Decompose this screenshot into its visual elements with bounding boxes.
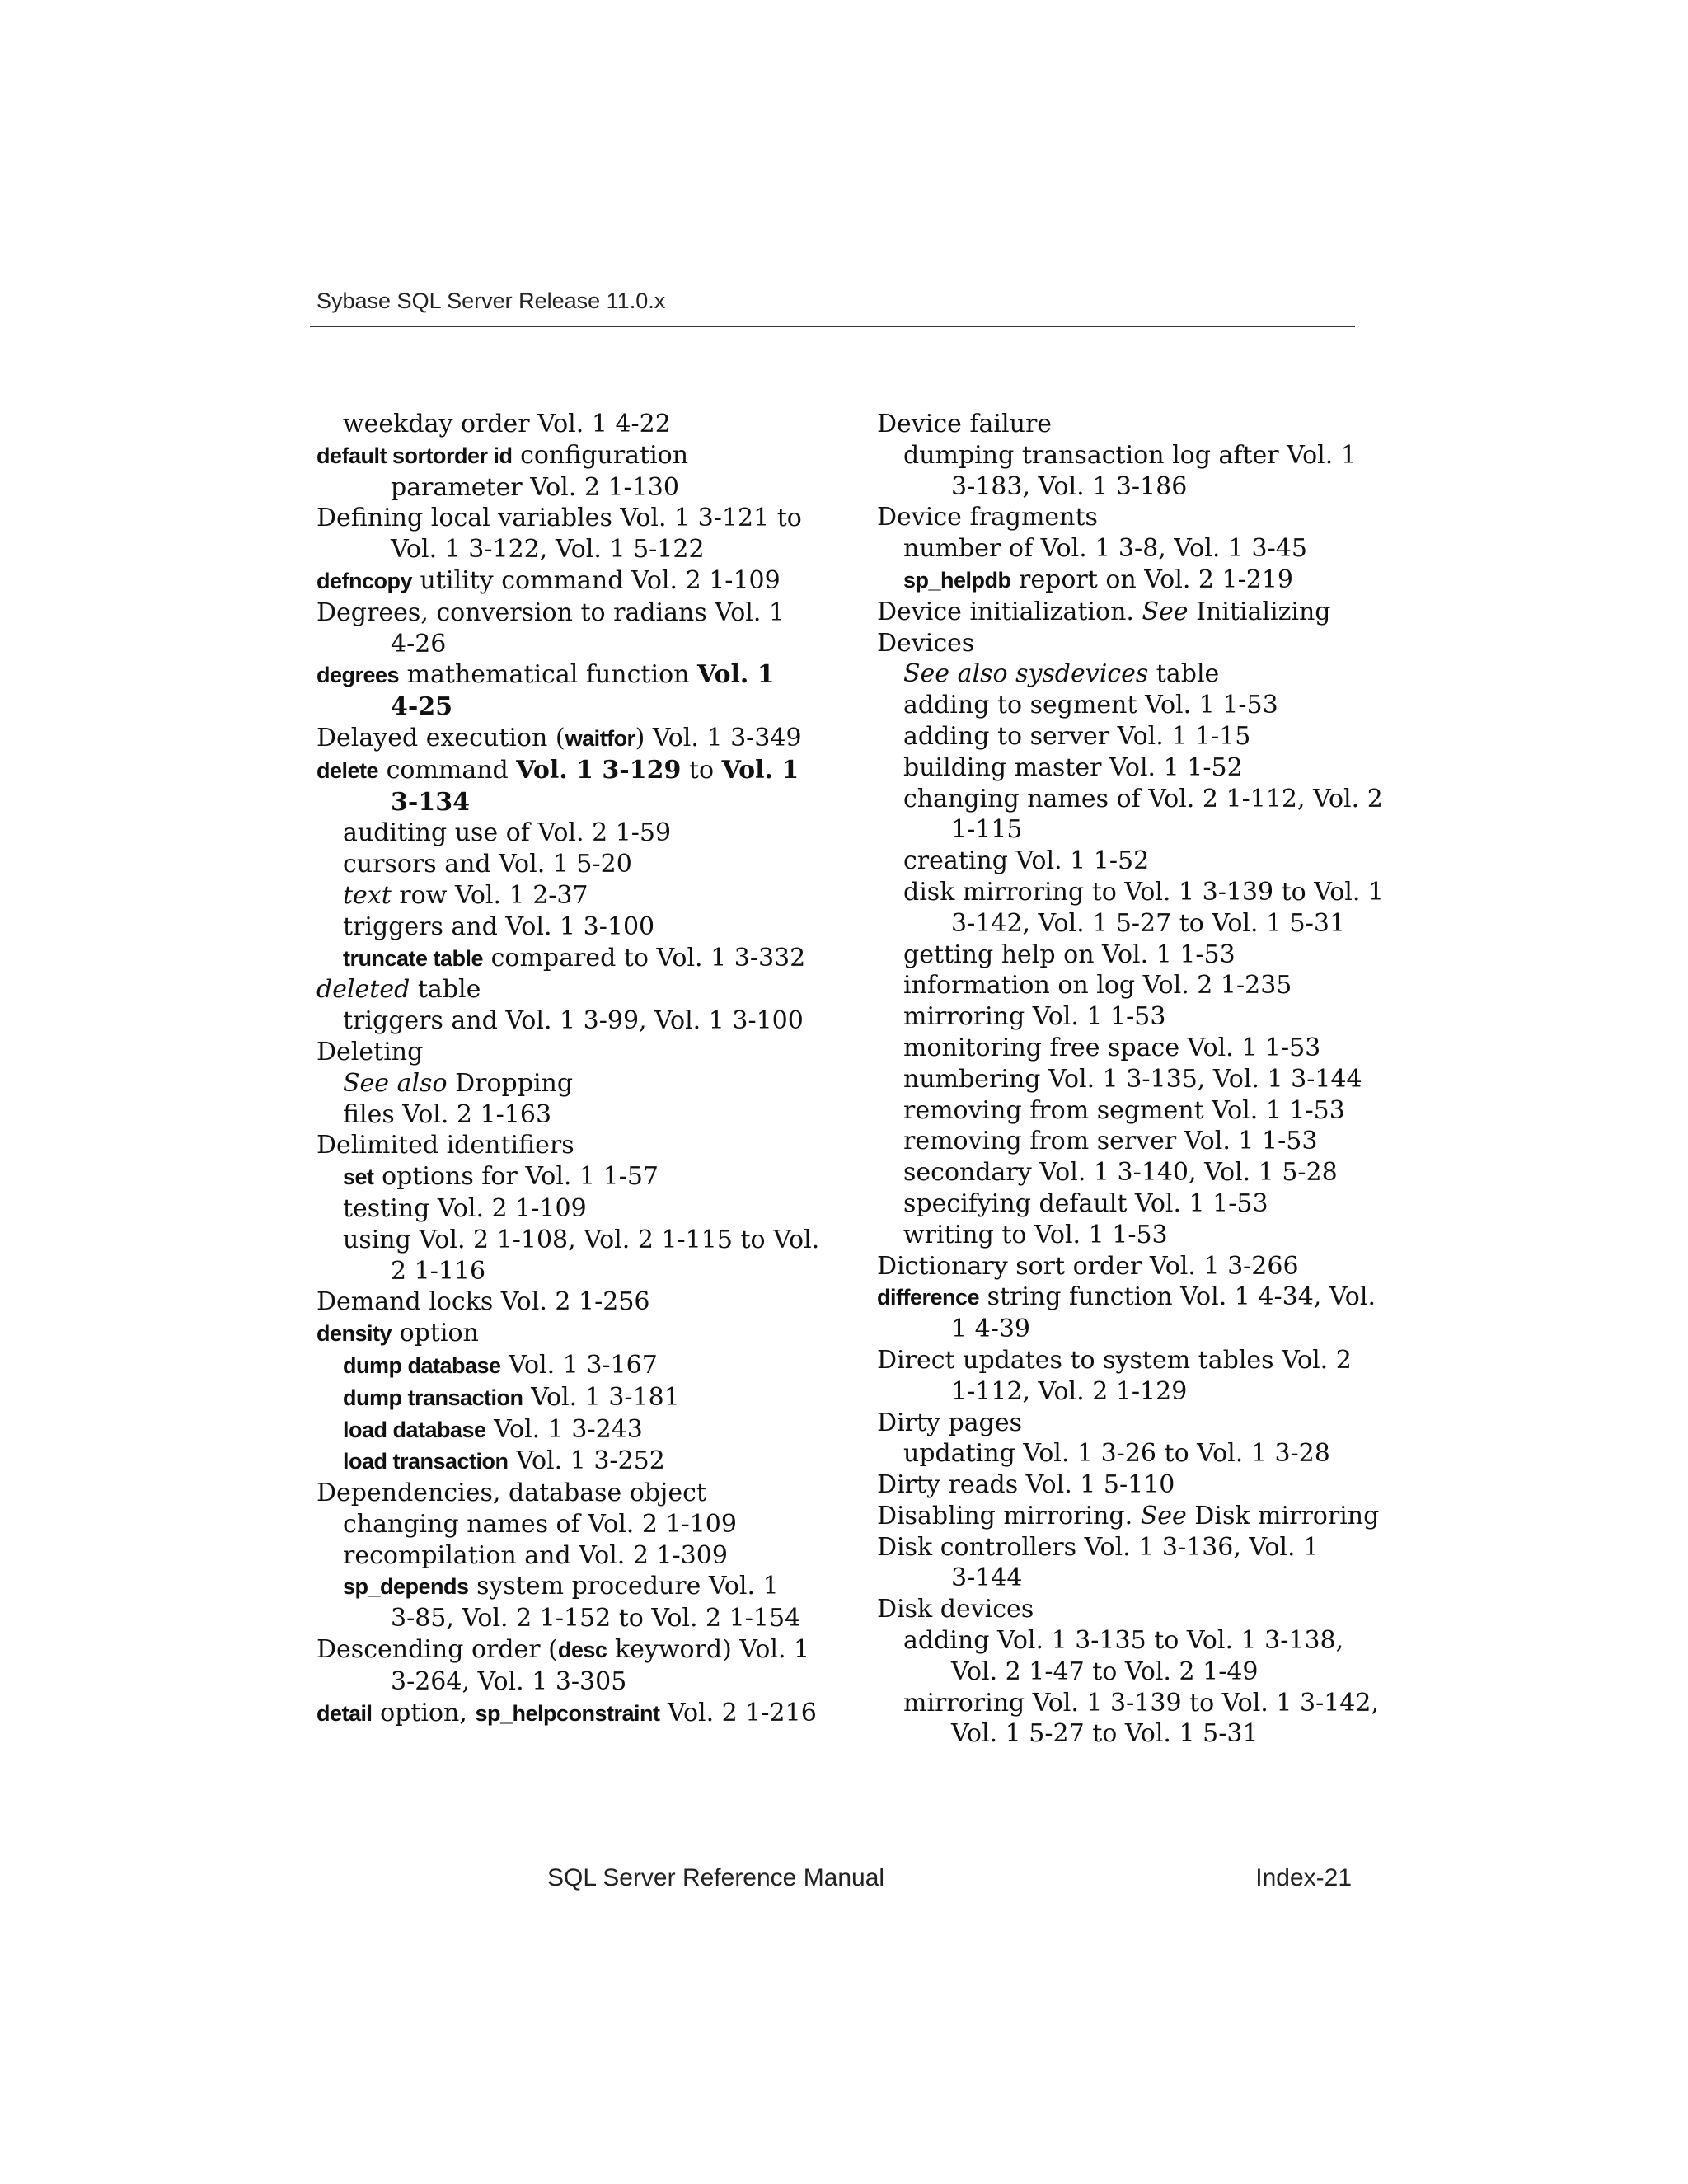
index-entry: [877, 565, 1384, 597]
index-column-left: [316, 409, 819, 1729]
index-entry: [877, 1718, 1384, 1750]
index-text: Device initialization.: [877, 597, 1142, 626]
index-entry: [316, 912, 819, 943]
index-entry: [316, 598, 819, 629]
index-text: ) Vol. 1 3-349: [635, 723, 802, 752]
index-entry: [316, 1571, 819, 1603]
index-entry: [877, 1188, 1384, 1220]
index-entry: [877, 784, 1384, 815]
index-entry: [877, 1501, 1384, 1532]
index-entry: [877, 1001, 1384, 1033]
index-entry: [877, 1657, 1384, 1688]
index-entry: [316, 503, 819, 534]
index-text: Vol. 1 5-27 to Vol. 1 5-31: [951, 1719, 1259, 1749]
index-entry: [877, 1408, 1384, 1439]
header-rule: [310, 326, 1355, 327]
index-text: changing names of Vol. 2 1-109: [343, 1509, 737, 1539]
footer-page-number: Index-21: [1255, 1864, 1352, 1891]
index-entry: [316, 1509, 819, 1540]
index-entry: [877, 1064, 1384, 1095]
index-code-term: default sortorder id: [316, 443, 513, 468]
index-text: weekday order Vol. 1 4-22: [343, 410, 671, 438]
index-entry: [877, 877, 1384, 908]
index-entry: [316, 1318, 819, 1350]
index-text: See also: [343, 1068, 448, 1098]
index-text: 4-25: [391, 692, 453, 722]
index-entry: [316, 787, 819, 818]
index-text: Vol. 1 3-167: [500, 1350, 658, 1380]
index-text: Vol. 2 1-216: [659, 1698, 817, 1727]
index-text: creating Vol. 1 1-52: [903, 846, 1150, 876]
index-column-right: [877, 409, 1384, 1750]
index-text: Demand locks Vol. 2 1-256: [316, 1287, 650, 1317]
index-text: adding to segment Vol. 1 1-53: [903, 691, 1278, 720]
index-entry: [316, 565, 819, 598]
index-text: utility command Vol. 2 1-109: [412, 565, 781, 595]
index-entry: [316, 1037, 819, 1068]
index-text: recompilation and Vol. 2 1-309: [343, 1540, 728, 1570]
index-text: adding to server Vol. 1 1-15: [903, 721, 1251, 751]
index-text: 2 1-116: [391, 1256, 486, 1286]
index-text: Deleting: [316, 1037, 424, 1066]
index-text: mirroring Vol. 1 1-53: [903, 1002, 1166, 1032]
index-text: Dictionary sort order Vol. 1 3-266: [877, 1251, 1299, 1281]
index-text: table: [1148, 659, 1220, 689]
index-entry: [316, 534, 819, 565]
index-text: auditing use of Vol. 2 1-59: [343, 818, 672, 848]
index-entry: [877, 1126, 1384, 1157]
index-text: report on Vol. 2 1-219: [1010, 565, 1294, 594]
index-entry: [316, 1286, 819, 1318]
index-text: triggers and Vol. 1 3-99, Vol. 1 3-100: [343, 1006, 804, 1036]
index-entry: [877, 970, 1384, 1001]
index-text: information on log Vol. 2 1-235: [903, 971, 1292, 1001]
index-code-term: degrees: [316, 663, 400, 688]
index-text: to: [681, 755, 722, 785]
index-text: Dropping: [447, 1068, 574, 1098]
index-entry: [877, 1532, 1384, 1563]
index-entry: [316, 440, 819, 472]
index-text: Disabling mirroring.: [877, 1501, 1141, 1530]
index-entry: [316, 1446, 819, 1478]
index-entry: [316, 1478, 819, 1509]
index-text: Delimited identifiers: [316, 1131, 574, 1160]
index-entry: [316, 818, 819, 849]
index-text: Vol. 1 3-122, Vol. 1 5-122: [391, 535, 705, 565]
index-entry: [877, 502, 1384, 533]
index-entry: [316, 629, 819, 660]
index-text: Initializing: [1188, 597, 1331, 626]
index-text: secondary Vol. 1 3-140, Vol. 1 5-28: [903, 1158, 1338, 1188]
index-entry: [316, 1193, 819, 1225]
index-entry: [316, 755, 819, 787]
index-text: Dependencies, database object: [316, 1479, 706, 1508]
index-text: Device failure: [877, 410, 1053, 438]
index-entry: [316, 849, 819, 880]
index-entry: [316, 1603, 819, 1634]
index-entry: [877, 471, 1384, 503]
index-entry: [877, 1469, 1384, 1501]
index-text: triggers and Vol. 1 3-100: [343, 912, 655, 941]
index-entry: [316, 974, 819, 1005]
index-text: 3-183, Vol. 1 3-186: [951, 471, 1188, 501]
index-code-term: difference: [877, 1285, 980, 1310]
index-entry: [316, 943, 819, 975]
index-code-term: dump transaction: [343, 1385, 523, 1410]
index-text: string function Vol. 1 4-34, Vol.: [979, 1282, 1376, 1312]
index-text: files Vol. 2 1-163: [343, 1099, 552, 1129]
index-text: deleted: [316, 975, 410, 1005]
index-text: See: [1142, 597, 1189, 626]
index-text: 1-112, Vol. 2 1-129: [951, 1376, 1188, 1406]
index-entry: [316, 1005, 819, 1037]
index-entry: [877, 1095, 1384, 1127]
index-text: Vol. 1 3-243: [485, 1414, 643, 1444]
index-text: Vol. 1 3-252: [508, 1446, 665, 1476]
index-entry: [316, 1068, 819, 1099]
index-text: configuration: [512, 440, 689, 470]
footer-manual-title: SQL Server Reference Manual: [547, 1864, 885, 1891]
index-entry: [316, 1161, 819, 1193]
index-entry: [316, 1698, 819, 1730]
index-text: option: [392, 1319, 479, 1348]
index-entry: [316, 472, 819, 504]
index-code-term: dump database: [343, 1352, 501, 1378]
index-text: See also sysdevices: [903, 659, 1149, 689]
index-entry: [316, 1634, 819, 1666]
index-text: 3-144: [951, 1563, 1023, 1593]
index-entry: [877, 440, 1384, 471]
index-entry: [877, 690, 1384, 721]
index-text: Vol. 1: [721, 755, 799, 785]
index-entry: [877, 1438, 1384, 1469]
index-entry: [316, 409, 819, 440]
index-text: Device fragments: [877, 503, 1098, 532]
index-entry: [316, 1540, 819, 1572]
index-text: command: [378, 755, 517, 785]
index-entry: [877, 908, 1384, 940]
index-code-term: set: [343, 1165, 374, 1190]
index-text: updating Vol. 1 3-26 to Vol. 1 3-28: [903, 1439, 1330, 1469]
index-text: numbering Vol. 1 3-135, Vol. 1 3-144: [903, 1064, 1362, 1094]
index-text: number of Vol. 1 3-8, Vol. 1 3-45: [903, 534, 1307, 564]
index-entry: [877, 597, 1384, 628]
index-text: building master Vol. 1 1-52: [903, 752, 1243, 782]
index-code-term: detail: [316, 1700, 373, 1726]
index-entry: [877, 658, 1384, 690]
index-entry: [877, 409, 1384, 440]
index-text: changing names of Vol. 2 1-112, Vol. 2: [903, 784, 1383, 813]
index-text: parameter Vol. 2 1-130: [391, 472, 679, 502]
index-text: Disk mirroring: [1186, 1501, 1380, 1530]
index-entry: [877, 1563, 1384, 1594]
index-text: 3-264, Vol. 1 3-305: [391, 1666, 627, 1696]
index-text: monitoring free space Vol. 1 1-53: [903, 1033, 1321, 1062]
index-entry: [877, 1033, 1384, 1064]
index-text: compared to Vol. 1 3-332: [483, 943, 806, 972]
index-code-term: delete: [316, 757, 379, 783]
index-text: Dirty reads Vol. 1 5-110: [877, 1470, 1175, 1500]
index-text: cursors and Vol. 1 5-20: [343, 850, 632, 879]
index-entry: [877, 533, 1384, 565]
index-entry: [877, 1625, 1384, 1657]
index-text: 4-26: [391, 629, 447, 658]
index-text: removing from server Vol. 1 1-53: [903, 1127, 1318, 1156]
index-entry: [316, 1225, 819, 1256]
index-text: 1-115: [951, 815, 1023, 845]
index-entry: [877, 1251, 1384, 1282]
index-text: mathematical function: [399, 660, 697, 690]
index-entry: [877, 721, 1384, 752]
index-text: writing to Vol. 1 1-53: [903, 1220, 1168, 1249]
index-code-term: sp_helpconstraint: [475, 1700, 660, 1726]
index-entry: [316, 691, 819, 723]
index-text: using Vol. 2 1-108, Vol. 2 1-115 to Vol.: [343, 1225, 820, 1254]
index-text: keyword) Vol. 1: [607, 1635, 810, 1665]
index-text: dumping transaction log after Vol. 1: [903, 440, 1357, 470]
index-text: Disk devices: [877, 1595, 1034, 1624]
index-text: Vol. 2 1-47 to Vol. 2 1-49: [951, 1657, 1259, 1686]
index-text: options for Vol. 1 1-57: [373, 1162, 659, 1192]
index-entry: [316, 1350, 819, 1382]
index-code-term: sp_helpdb: [903, 567, 1011, 593]
index-text: Vol. 1 3-129: [516, 755, 682, 785]
index-text: Dirty pages: [877, 1408, 1022, 1437]
index-code-term: load database: [343, 1417, 486, 1442]
index-entry: [316, 1130, 819, 1161]
index-text: table: [410, 975, 481, 1005]
index-text: adding Vol. 1 3-135 to Vol. 1 3-138,: [903, 1626, 1344, 1656]
index-entry: [877, 940, 1384, 971]
index-code-term: load transaction: [343, 1449, 509, 1474]
index-text: Defining local variables Vol. 1 3-121 to: [316, 504, 802, 533]
index-entry: [877, 1376, 1384, 1408]
index-entry: [877, 1594, 1384, 1625]
index-text: testing Vol. 2 1-109: [343, 1193, 587, 1223]
index-entry: [877, 752, 1384, 784]
index-text: mirroring Vol. 1 3-139 to Vol. 1 3-142,: [903, 1688, 1380, 1718]
index-text: 1 4-39: [951, 1315, 1031, 1344]
index-text: disk mirroring to Vol. 1 3-139 to Vol. 1: [903, 877, 1385, 907]
index-text: 3-142, Vol. 1 5-27 to Vol. 1 5-31: [951, 908, 1346, 938]
index-entry: [316, 1414, 819, 1446]
index-code-term: sp_depends: [343, 1574, 469, 1600]
index-text: specifying default Vol. 1 1-53: [903, 1188, 1268, 1218]
index-entry: [877, 1157, 1384, 1188]
index-text: See: [1140, 1501, 1187, 1530]
index-text: Vol. 1: [696, 660, 775, 690]
index-text: text: [343, 880, 392, 910]
index-entry: [877, 1282, 1384, 1314]
index-code-term: defncopy: [316, 568, 413, 593]
index-text: option,: [372, 1698, 476, 1727]
index-entry: [877, 1314, 1384, 1345]
index-text: system procedure Vol. 1: [468, 1572, 779, 1601]
index-text: 3-134: [391, 787, 470, 817]
index-code-term: truncate table: [343, 945, 484, 971]
index-text: 3-85, Vol. 2 1-152 to Vol. 2 1-154: [391, 1604, 801, 1633]
index-entry: [877, 846, 1384, 877]
index-text: Delayed execution (: [316, 723, 565, 752]
index-entry: [316, 659, 819, 691]
index-entry: [877, 628, 1384, 659]
index-entry: [316, 1382, 819, 1414]
index-text: row Vol. 1 2-37: [391, 880, 588, 910]
running-header: Sybase SQL Server Release 11.0.x: [316, 288, 666, 313]
index-entry: [316, 723, 819, 755]
index-entry: [316, 1666, 819, 1698]
index-entry: [877, 814, 1384, 846]
index-text: Vol. 1 3-181: [523, 1382, 680, 1412]
index-text: Degrees, conversion to radians Vol. 1: [316, 598, 785, 627]
index-text: Disk controllers Vol. 1 3-136, Vol. 1: [877, 1532, 1320, 1562]
index-text: Direct updates to system tables Vol. 2: [877, 1345, 1352, 1375]
index-entry: [877, 1688, 1384, 1719]
index-text: Devices: [877, 628, 975, 658]
index-text: Descending order (: [316, 1635, 558, 1665]
index-entry: [877, 1345, 1384, 1376]
index-code-term: waitfor: [565, 725, 635, 751]
index-entry: [877, 1220, 1384, 1251]
index-text: getting help on Vol. 1 1-53: [903, 940, 1236, 969]
index-entry: [316, 1256, 819, 1287]
index-code-term: density: [316, 1321, 392, 1347]
index-entry: [316, 880, 819, 912]
index-entry: [316, 1099, 819, 1131]
index-code-term: desc: [557, 1638, 607, 1663]
index-text: removing from segment Vol. 1 1-53: [903, 1095, 1345, 1125]
